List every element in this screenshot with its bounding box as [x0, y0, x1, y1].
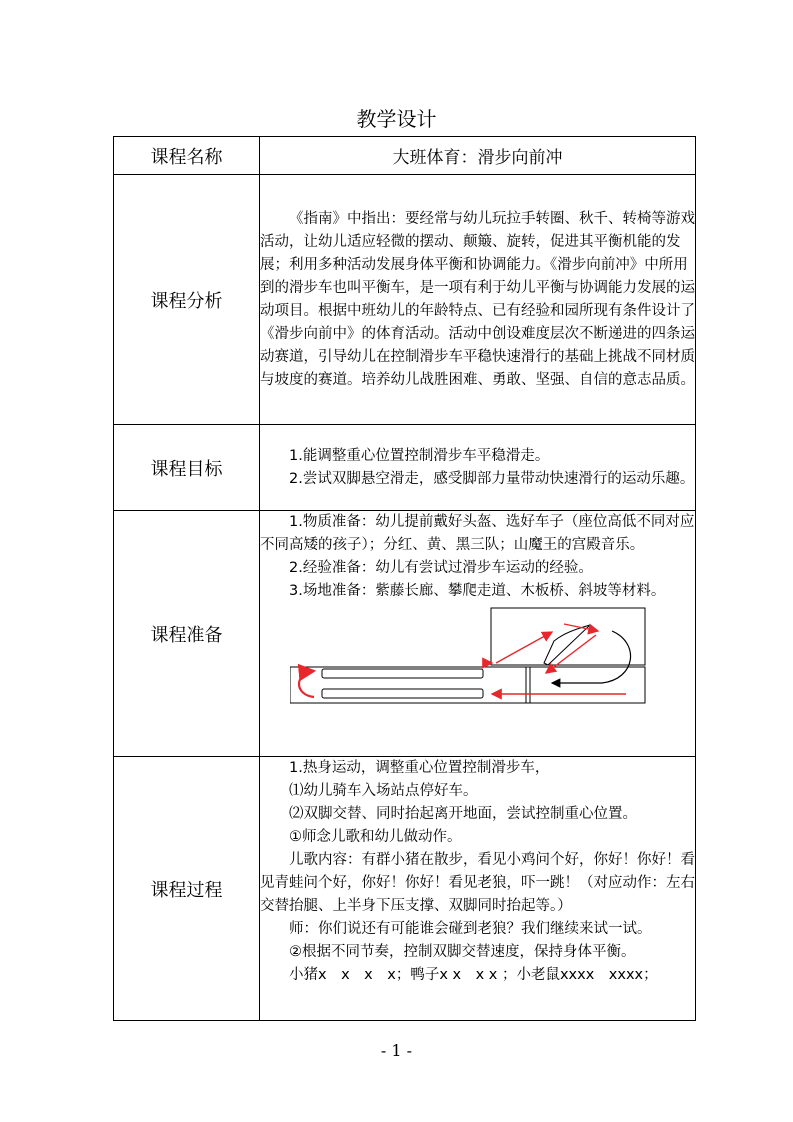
- process-content: [260, 757, 696, 1021]
- venue-diagram: [260, 603, 695, 707]
- label-analysis: 课程分析: [114, 175, 260, 425]
- label-process: 课程过程: [114, 757, 260, 1021]
- document-title: 教学设计: [356, 107, 437, 131]
- course-name-value: 大班体育：滑步向前冲: [260, 137, 696, 175]
- label-goals: 课程目标: [114, 425, 260, 511]
- prep-item: 2.经验准备：幼儿有尝试过滑步车运动的经验。: [289, 560, 593, 576]
- row-analysis: [114, 175, 696, 425]
- prep-item: 1.物质准备：幼儿提前戴好头盔、选好车子（座位高低不同对应不同高矮的孩子）；分红、黄、黑三队；山魔王的宫殿音乐。: [260, 514, 695, 553]
- venue-diagram-svg: [290, 603, 650, 705]
- row-goals: [114, 425, 696, 511]
- analysis-text: 《指南》中指出：要经常与幼儿玩拉手转圈、秋千、转椅等游戏活动，让幼儿适应轻微的摆动、颠簸、旋转，促进其平衡机能的发展；利用多种活动发展身体平衡和协调能力。《滑步向前冲》中所用到的滑步车也叫平衡车，是一项有利于幼儿平衡与协调能力发展的运动项目。根据中班幼儿的年龄特点、已有经验和园所现有条件设计了《滑步向前中》的体育活动。活动中创设难度层次不断递进的四条运动赛道，引导幼儿在控制滑步车平稳快速滑行的基础上挑战不同材质与坡度的赛道。培养幼儿战胜困难、勇敢、坚强、自信的意志品质。: [260, 210, 695, 388]
- long-board-top: [322, 669, 483, 678]
- red-arrow-uturn: [299, 671, 314, 697]
- process-line: ②根据不同节奏，控制双脚交替速度，保持身体平衡。: [289, 944, 636, 960]
- page-number: - 1 -: [380, 1041, 413, 1060]
- long-board-bottom: [322, 689, 483, 698]
- process-line: 小猪x x x x；鸭子x x x x ；小老鼠xxxx xxxx；: [289, 967, 658, 983]
- row-process: [114, 757, 696, 1021]
- analysis-content: [260, 175, 696, 425]
- lesson-plan-table: [113, 136, 696, 1021]
- process-line: ⑵双脚交替、同时抬起离开地面，尝试控制重心位置。: [289, 806, 637, 822]
- process-line: 1.热身运动，调整重心位置控制滑步车，: [289, 760, 550, 776]
- label-course-name: 课程名称: [114, 137, 260, 175]
- red-arrow-diagonal: [496, 632, 552, 663]
- prep-content: [260, 511, 696, 757]
- process-line: ⑴幼儿骑车入场站点停好车。: [289, 783, 478, 799]
- goal-item: 1.能调整重心位置控制滑步车平稳滑走。: [289, 447, 550, 464]
- goals-content: [260, 425, 696, 511]
- process-line: ①师念儿歌和幼儿做动作。: [289, 829, 462, 845]
- red-arrow-top: [564, 624, 598, 631]
- row-course-name: [114, 137, 696, 175]
- prep-item: 3.场地准备：紫藤长廊、攀爬走道、木板桥、斜坡等材料。: [289, 583, 666, 599]
- goal-item: 2.尝试双脚悬空滑走，感受脚部力量带动快速滑行的运动乐趣。: [289, 470, 695, 487]
- label-prep: 课程准备: [114, 511, 260, 757]
- row-prep: [114, 511, 696, 757]
- process-line: 师：你们说还有可能谁会碰到老狼？我们继续来试一试。: [289, 921, 652, 937]
- process-line: 儿歌内容：有群小猪在散步，看见小鸡问个好，你好！你好！看见青蛙问个好，你好！你好！看见老狼，吓一跳！（对应动作：左右交替抬腿、上半身下压支撑、双脚同时抬起等。）: [260, 852, 695, 914]
